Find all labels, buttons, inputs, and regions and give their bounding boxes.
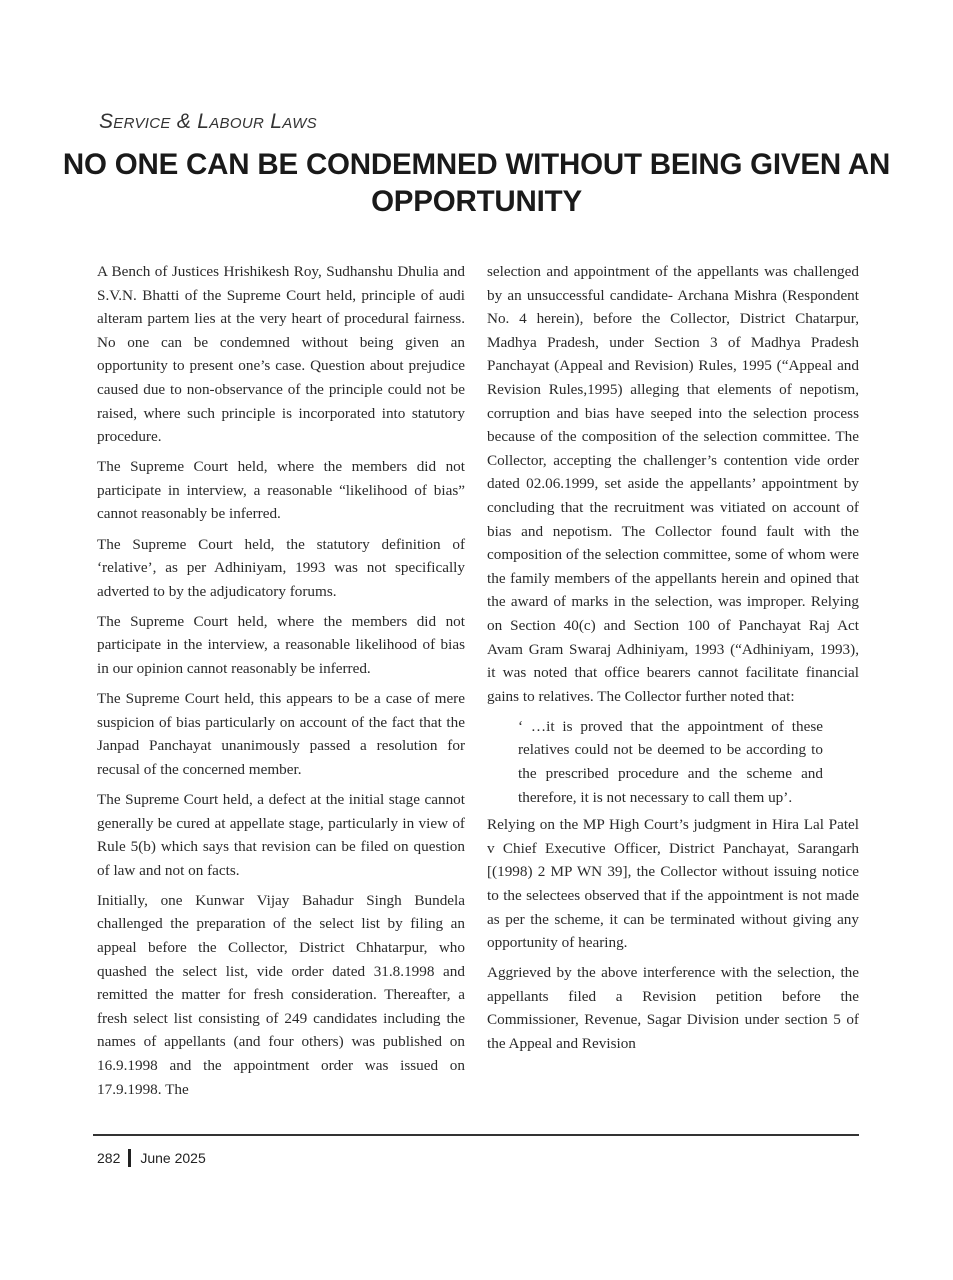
paragraph: The Supreme Court held, the statutory definition of ‘relative’, as per Adhiniyam, 1993 was not specifically adverted to by the adjudicatory forums. xyxy=(97,535,465,600)
paragraph: Relying on the MP High Court’s judgment in Hira Lal Patel v Chief Executive Officer, District Panchayat, Sarangarh [(1998) 2 MP WN 39], the Collector without issuing notice to the selectees observed that if the appointment is not made as per the scheme, it can be terminated without giving any opportunity of hearing. xyxy=(487,816,859,952)
issue-date: June 2025 xyxy=(140,1150,206,1166)
section-heading: Service & Labour Laws xyxy=(99,110,317,133)
paragraph: Aggrieved by the above interference with the selection, the appellants filed a Revision petition before the Commissioner, Revenue, Sagar Division under section 5 of the Appeal and Revision xyxy=(487,964,859,1052)
paragraph: A Bench of Justices Hrishikesh Roy, Sudhanshu Dhulia and S.V.N. Bhatti of the Supreme Court held, principle of audi alteram partem lies at the very heart of procedural fairness. No one can be condemned without being given an opportunity to present one’s case. Question about prejudice caused due to non-observance of the principle could not be raised, where such principle is incorporated into statutory procedure. xyxy=(97,263,465,446)
paragraph: The Supreme Court held, where the members did not participate in interview, a reasonable “likelihood of bias” cannot reasonably be inferred. xyxy=(97,458,465,523)
page-footer xyxy=(97,1149,206,1167)
right-column xyxy=(487,260,859,1062)
footer-divider xyxy=(93,1134,859,1136)
paragraph: The Supreme Court held, a defect at the initial stage cannot generally be cured at appellate stage, particularly in view of Rule 5(b) which says that revision can be filed on question of law and not on facts. xyxy=(97,790,465,879)
paragraph: The Supreme Court held, where the members did not participate in the interview, a reasonable likelihood of bias in our opinion cannot reasonably be inferred. xyxy=(97,612,465,677)
paragraph: Initially, one Kunwar Vijay Bahadur Singh Bundela challenged the preparation of the select list by filing an appeal before the Collector, District Chhatarpur, who quashed the select list, vide order dated 31.8.1998 and remitted the matter for fresh consideration. Thereafter, a fresh select list consisting of 249 candidates including the names of appellants (and four others) was published on 16.9.1998 and the appointment order was issued on 17.9.1998. The xyxy=(97,891,465,1098)
paragraph: The Supreme Court held, this appears to be a case of mere suspicion of bias particularly on account of the fact that the Janpad Panchayat unanimously passed a resolution for recusal of the concerned member. xyxy=(97,690,465,778)
article-title: NO ONE CAN BE CONDEMNED WITHOUT BEING GIVEN AN OPPORTUNITY xyxy=(62,148,891,218)
left-column xyxy=(97,260,465,1108)
footer-separator xyxy=(128,1149,131,1167)
paragraph: selection and appointment of the appellants was challenged by an unsuccessful candidate- Archana Mishra (Respondent No. 4 herein), before the Collector, District Chatarpur, Madhya Pradesh, under Section 3 of Madhya Pradesh Panchayat (Appeal and Revision) Rules, 1995 (“Appeal and Revision Rules,1995) alleging that elements of nepotism, corruption and bias have seeped into the selection process because of the composition of the selection committee. The Collector, accepting the challenger’s contention vide order dated 02.06.1999, set aside the appellants’ appointment by concluding that the recruitment was vitiated on account of bias and nepotism. The Collector found fault with the composition of the selection committee, some of whom were the family members of the appellants herein and opined that the award of marks in the selection, was improper. Relying on Section 40(c) and Section 100 of Panchayat Raj Act Avam Gram Swaraj Adhiniyam, 1993 (“Adhiniyam, 1993), it was noted that office bearers cannot facilitate financial gains to relatives. The Collector further noted that: xyxy=(487,263,859,705)
page-number: 282 xyxy=(97,1150,121,1166)
block-quote: ‘ …it is proved that the appointment of these relatives could not be deemed to be according to the prescribed procedure and the scheme and therefore, it is not necessary to call them up’. xyxy=(518,717,823,806)
